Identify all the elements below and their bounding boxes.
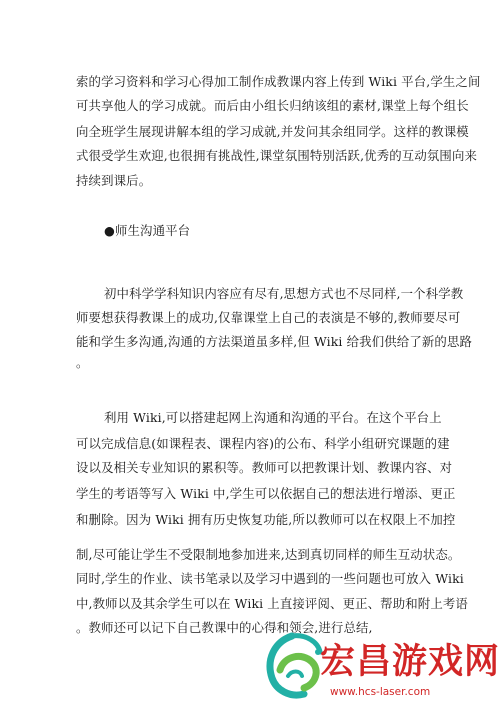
paragraph-1-line: 持续到课后。	[76, 173, 152, 188]
watermark-logo	[262, 630, 500, 704]
paragraph-3-line: 同时,学生的作业、读书笔录以及学习中遇到的一些问题也可放入 Wiki	[76, 571, 464, 586]
paragraph-2-line: 。	[76, 355, 89, 370]
paragraph-3-line: 制,尽可能让学生不受限制地参加进来,达到真切同样的师生互动状态。	[76, 547, 461, 562]
paragraph-3-line: 。教师还可以记下自己教课中的心得和领会,进行总结,	[76, 620, 373, 635]
paragraph-1-line: 向全班学生展现讲解本组的学习成就,并发问其余组同学。这样的教课模	[76, 124, 469, 139]
paragraph-1-line: 索的学习资料和学习心得加工制作成教课内容上传到 Wiki 平台,学生之间	[76, 74, 481, 89]
paragraph-3-line: 利用 Wiki,可以搭建起网上沟通和沟通的平台。在这个平台上	[104, 410, 442, 425]
paragraph-2-line: 初中科学学科知识内容应有尽有,思想方式也不尽同样,一个科学教	[104, 286, 464, 301]
paragraph-2-line: 能和学生多沟通,沟通的方法渠道虽多样,但 Wiki 给我们供给了新的思路	[76, 334, 473, 349]
paragraph-3-line: 中,教师以及其余学生可以在 Wiki 上直接评阅、更正、帮助和附上考语	[76, 596, 468, 611]
paragraph-3-line: 可以完成信息(如课程表、课程内容)的公布、科学小组研究课题的建	[76, 436, 450, 451]
paragraph-3-line: 学生的考语等写入 Wiki 中,学生可以依据自己的想法进行增添、更正	[76, 486, 456, 501]
site-name: 宏昌游戏网	[320, 642, 500, 682]
paragraph-3-line: 和删除。因为 Wiki 拥有历史恢复功能,所以教师可以在权限上不加控	[76, 512, 456, 527]
site-url: www.hcs-laser.com	[330, 686, 431, 698]
section-heading: ●师生沟通平台	[104, 223, 191, 238]
paragraph-3-line: 设以及相关专业知识的累积等。教师可以把教课计划、教课内容、对	[76, 460, 453, 475]
paragraph-1-line: 式很受学生欢迎,也很拥有挑战性,课堂氛围特别活跃,优秀的互动氛围向来	[76, 148, 478, 163]
paragraph-2-line: 师要想获得教课上的成功,仅靠课堂上自己的表演是不够的,教师要尽可	[76, 310, 461, 325]
swirl-logo-icon	[262, 630, 326, 702]
paragraph-1-line: 可共享他人的学习成就。而后由小组长归纳该组的素材,课堂上每个组长	[76, 98, 469, 113]
